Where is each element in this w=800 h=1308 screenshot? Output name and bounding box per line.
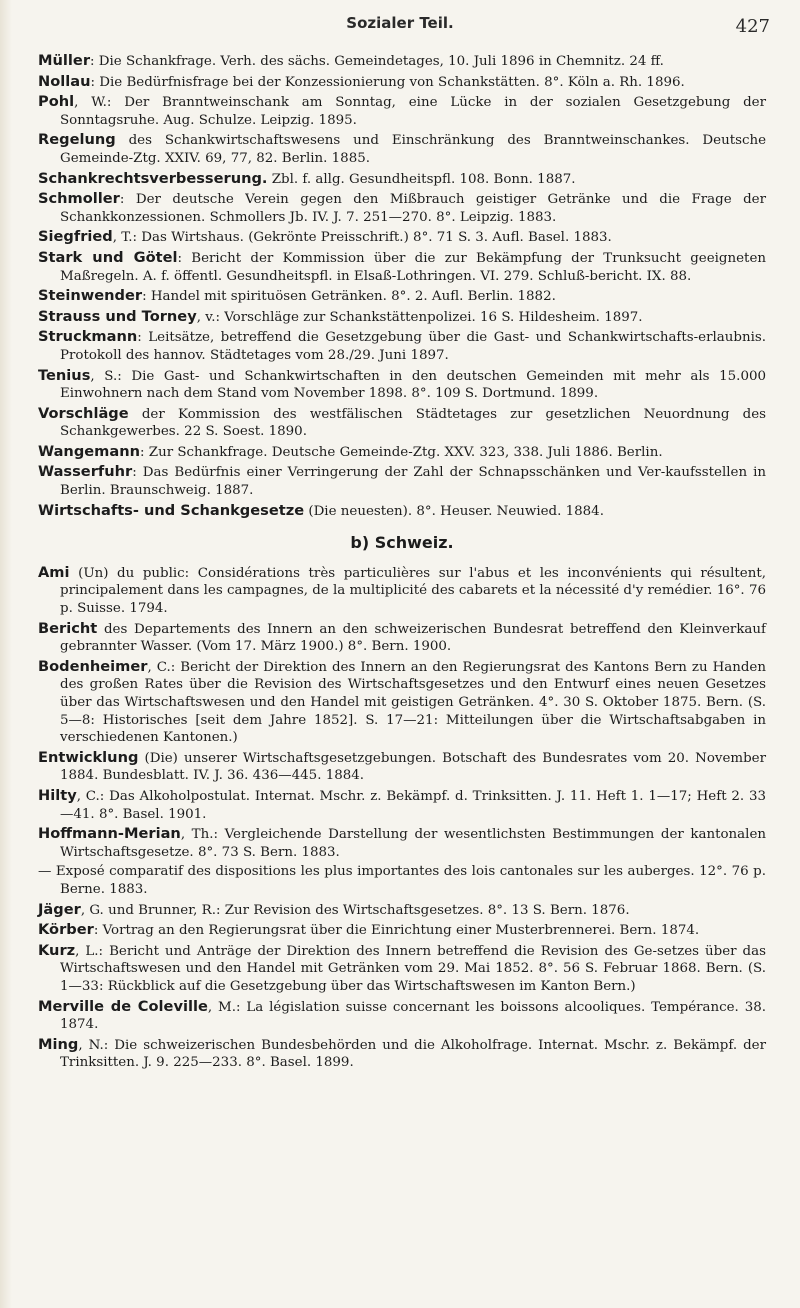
bibliography-list-germany <box>38 52 766 520</box>
bibliography-entry <box>38 787 766 823</box>
bibliography-entry <box>38 367 766 403</box>
entry-author: Ming <box>38 1035 79 1053</box>
bibliography-entry <box>38 921 766 940</box>
entry-text: : Handel mit spirituösen Getränken. 8°. 2. Aufl. Berlin. 1882. <box>142 289 556 305</box>
bibliography-entry <box>38 1036 766 1072</box>
bibliography-entry <box>38 863 766 898</box>
entry-text: , Th.: Vergleichende Darstellung der wesentlichsten Bestimmungen der kantonalen Wirtschaftsgesetze. 8°. 73 S. Bern. 1883. <box>60 827 766 860</box>
entry-text: : Das Bedürfnis einer Verringerung der Zahl der Schnapsschänken und Ver-kaufsstellen in Berlin. Braunschweig. 1887. <box>60 465 766 499</box>
entry-text: des Departements des Innern an den schweizerischen Bundesrat betreffend den Kleinverkauf gebrannter Wasser. (Vom 17. März 1900.) 8°. Bern. 1900. <box>60 621 766 655</box>
entry-text: : Zur Schankfrage. Deutsche Gemeinde-Ztg. XXV. 323, 338. Juli 1886. Berlin. <box>140 444 663 460</box>
entry-author: Steinwender <box>38 287 143 305</box>
entry-author: Hilty <box>38 786 77 804</box>
entry-text: , W.: Der Branntweinschank am Sonntag, eine Lücke in der sozialen Gesetzgebung der Sonntagsruhe. Aug. Schulze. Leipzig. 1895. <box>60 95 766 128</box>
entry-text: , T.: Das Wirtshaus. (Gekrönte Preisschrift.) 8°. 71 S. 3. Aufl. Basel. 1883. <box>112 230 612 246</box>
entry-text: (Die) unserer Wirtschaftsgesetzgebungen. Botschaft des Bundesrates vom 20. November 1884. Bundesblatt. IV. J. 36. 436—445. 1884. <box>60 750 766 784</box>
entry-text: , v.: Vorschläge zur Schankstättenpolizei. 16 S. Hildesheim. 1897. <box>196 309 643 325</box>
entry-author: Schmoller <box>38 190 120 208</box>
entry-text: , M.: La législation suisse concernant les boissons alcooliques. Tempérance. 38. 1874. <box>60 999 766 1033</box>
entry-author: Struckmann <box>38 328 138 346</box>
entry-author: Stark und Götel <box>38 248 178 266</box>
section-heading-schweiz: b) Schweiz. <box>350 533 454 553</box>
entry-text: , N.: Die schweizerischen Bundesbehörden und die Alkoholfrage. Internat. Mschr. z. Bekämpf. der Trinksitten. J. 9. 225—233. 8°. Basel. 1899. <box>60 1037 766 1071</box>
entry-text: , G. und Brunner, R.: Zur Revision des Wirtschaftsgesetzes. 8°. 13 S. Bern. 1876. <box>80 902 630 918</box>
bibliography-entry <box>38 942 766 996</box>
bibliography-list-schweiz <box>38 564 766 1072</box>
entry-author: Strauss und Torney <box>38 307 197 325</box>
bibliography-entry <box>38 190 766 226</box>
entry-author: Körber <box>38 921 94 939</box>
entry-author: Kurz <box>38 941 76 959</box>
entry-author: Ami <box>38 563 70 581</box>
entry-author: Bodenheimer <box>38 657 148 675</box>
entry-text: : Der deutsche Verein gegen den Mißbrauch geistiger Getränke und die Frage der Schankkonzessionen. Schmollers Jb. IV. J. 7. 251—270. 8°. Leipzig. 1883. <box>60 192 766 225</box>
bibliography-entry <box>38 131 766 167</box>
page-edge-shadow <box>0 0 12 1308</box>
entry-author: Tenius <box>38 366 91 384</box>
entry-author: Pohl <box>38 93 75 111</box>
entry-text: (Un) du public: Considérations très particulières sur l'abus et les inconvénients qui résultent, principalement dans les campagnes, de la multiplicité des cabarets et la nécessité d'y remédier. 16°. 76 p. Suisse. 1794. <box>60 565 766 617</box>
bibliography-entry <box>38 749 766 785</box>
entry-author: Siegfried <box>38 228 113 246</box>
bibliography-entry <box>38 93 766 129</box>
bibliography-entry <box>38 52 766 71</box>
entry-author: Schankrechtsverbesserung. <box>38 169 268 187</box>
entry-text: , C.: Das Alkoholpostulat. Internat. Mschr. z. Bekämpf. d. Trinksitten. J. 11. Heft 1. 1—17; Heft 2. 33—41. 8°. Basel. 1901. <box>60 788 766 822</box>
entry-author: Jäger <box>38 900 81 918</box>
bibliography <box>38 52 766 1074</box>
entry-author: Wangemann <box>38 442 140 460</box>
entry-text: (Die neuesten). 8°. Heuser. Neuwied. 1884. <box>304 503 604 519</box>
bibliography-entry <box>38 998 766 1034</box>
entry-text: — Exposé comparatif des dispositions les plus importantes des lois cantonales sur les auberges. 12°. 76 p. Berne. 1883. <box>38 864 766 897</box>
bibliography-entry <box>38 620 766 656</box>
entry-text: des Schankwirtschaftswesens und Einschränkung des Branntweinschankes. Deutsche Gemeinde-Ztg. XXIV. 69, 77, 82. Berlin. 1885. <box>60 133 766 166</box>
entry-text: : Leitsätze, betreffend die Gesetzgebung über die Gast- und Schankwirtschafts-erlaubnis. Protokoll des hannov. Städtetages vom 28./29. Juni 1897. <box>60 330 766 363</box>
bibliography-entry <box>38 658 766 747</box>
entry-text: : Die Bedürfnisfrage bei der Konzessionierung von Schankstätten. 8°. Köln a. Rh. 1896. <box>90 74 685 90</box>
running-title: Sozialer Teil. <box>346 14 454 32</box>
bibliography-entry <box>38 228 766 247</box>
entry-text: : Die Schankfrage. Verh. des sächs. Gemeindetages, 10. Juli 1896 in Chemnitz. 24 ff. <box>90 54 664 69</box>
entry-text: , C.: Bericht der Direktion des Innern an den Regierungsrat des Kantons Bern zu Handen des großen Rates über die Revision des Wirtschaftsgesetzes und den Entwurf eines neuen Gesetzes über das Wirtschaftswesen und den Handel mit geistigen Getränken. 4°. 30 S. Oktober 1875. Bern. (S. 5—8: Historisches [seit dem Jahre 1852]. S. 17—21: Mitteilungen über die Wirtschaftsabgaben in verschiedenen Kantonen.) <box>60 659 766 746</box>
entry-text: Zbl. f. allg. Gesundheitspfl. 108. Bonn. 1887. <box>267 171 576 187</box>
page-number: 427 <box>735 16 770 37</box>
entry-author: Wirtschafts- und Schankgesetze <box>38 501 305 519</box>
entry-author: Müller <box>38 52 91 69</box>
bibliography-entry <box>38 825 766 861</box>
page-header <box>0 14 800 40</box>
entry-author: Wasserfuhr <box>38 463 133 481</box>
bibliography-entry <box>38 170 766 189</box>
entry-author: Bericht <box>38 619 98 637</box>
entry-author: Merville de Coleville <box>38 997 208 1015</box>
entry-text: , L.: Bericht und Anträge der Direktion des Innern betreffend die Revision des Ge-setzes über das Wirtschaftswesen und den Handel mit Getränken vom 29. Mai 1852. 8°. 56 S. Februar 1868. Bern. (S. 1—33: Rückblick auf die Gesetzgebung über das Wirtschaftswesen im Kanton Bern.) <box>60 943 766 994</box>
entry-author: Entwicklung <box>38 748 139 766</box>
bibliography-entry <box>38 249 766 285</box>
bibliography-entry <box>38 463 766 499</box>
entry-text: : Bericht der Kommission über die zur Bekämpfung der Trunksucht geeigneten Maßregeln. A. f. öffentl. Gesundheitspfl. in Elsaß-Lothringen. VI. 279. Schluß-bericht. IX. 88. <box>60 250 766 284</box>
bibliography-entry <box>38 328 766 364</box>
entry-author: Regelung <box>38 131 116 149</box>
entry-text: , S.: Die Gast- und Schankwirtschaften in den deutschen Gemeinden mit mehr als 15.000 Einwohnern nach dem Stand vom November 1898. 8°. 109 S. Dortmund. 1899. <box>60 368 766 402</box>
bibliography-entry <box>38 308 766 327</box>
bibliography-entry <box>38 73 766 92</box>
bibliography-entry <box>38 564 766 618</box>
bibliography-entry <box>38 502 766 521</box>
bibliography-entry <box>38 405 766 441</box>
entry-text: der Kommission des westfälischen Städtetages zur gesetzlichen Neuordnung des Schankgewerbes. 22 S. Soest. 1890. <box>60 406 766 440</box>
entry-text: : Vortrag an den Regierungsrat über die Einrichtung einer Musterbrennerei. Bern. 1874. <box>93 923 700 939</box>
bibliography-entry <box>38 901 766 920</box>
entry-author: Nollau <box>38 72 91 90</box>
bibliography-entry <box>38 287 766 306</box>
entry-author: Hoffmann-Merian <box>38 825 181 843</box>
entry-author: Vorschläge <box>38 404 129 422</box>
bibliography-entry <box>38 443 766 462</box>
